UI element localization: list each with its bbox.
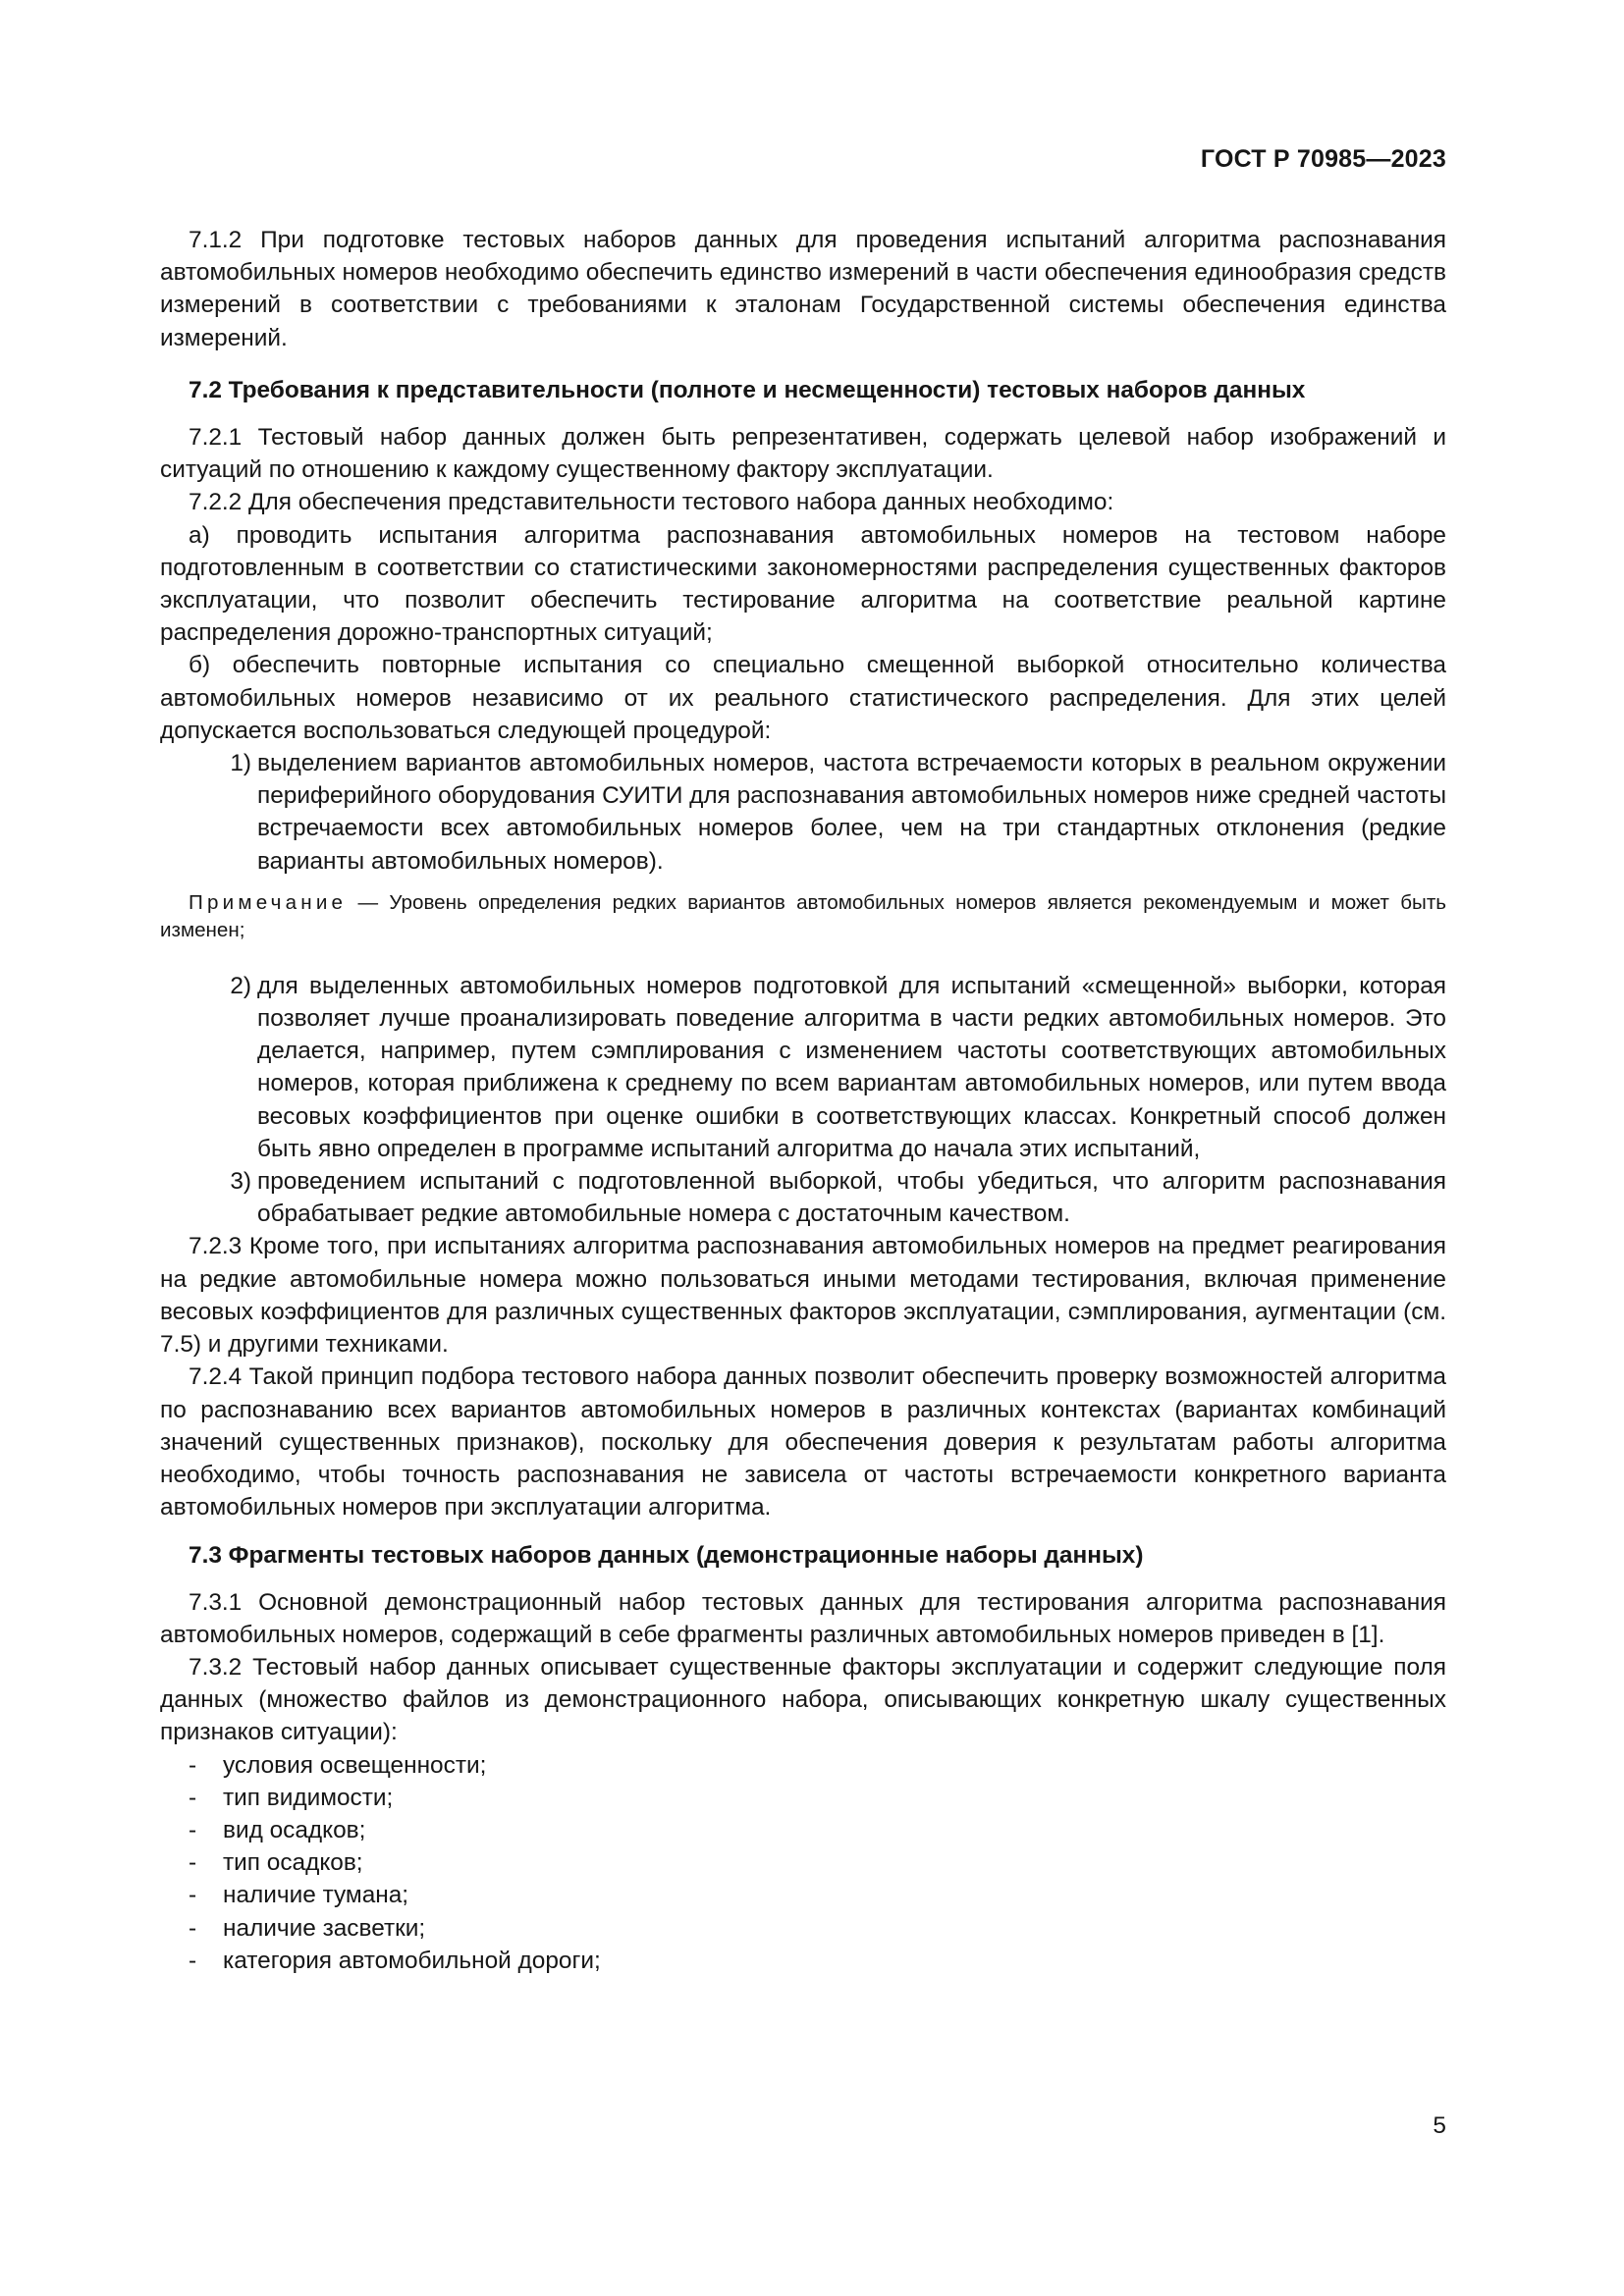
list-item: - вид осадков; — [160, 1814, 1446, 1846]
dash-marker: - — [189, 1914, 197, 1942]
item-text: для выделенных автомобильных номеров подготовкой для испытаний «смещенной» выборки, которая позволяет лучше проанализировать поведение алгоритма в части редких автомобильных номеров. Это делается, например, путем сэмплирования с изменением частоты соответствующих автомобильных номеров, которая приближена к среднему по всем вариантам автомобильных номеров, или путем ввода весовых коэффициентов при оценке ошибки в соответствующих классах. Конкретный способ должен быть явно определен в программе испытаний алгоритма до начала этих испытаний, — [257, 972, 1446, 1162]
paragraph-7-1-2: 7.1.2 При подготовке тестовых наборов данных для проведения испытаний алгоритма распознавания автомобильных номеров необходимо обеспечить единство измерений в части обеспечения единообразия средств измерений в соответствии с требованиями к эталонам Государственной системы обеспечения единства измерений. — [160, 227, 1446, 351]
item-text: проведением испытаний с подготовленной выборкой, чтобы убедиться, что алгоритм распознавания обрабатывает редкие автомобильные номера с достаточным качеством. — [257, 1168, 1446, 1228]
dash-marker: - — [189, 1816, 197, 1843]
document-code-header: ГОСТ Р 70985—2023 — [1200, 145, 1446, 173]
item-number: 3) — [230, 1168, 251, 1196]
paragraph-7-3-1: 7.3.1 Основной демонстрационный набор тестовых данных для тестирования алгоритма распознавания автомобильных номеров, содержащий в себе фрагменты различных автомобильных номеров приведен в [1]. — [160, 1588, 1446, 1648]
paragraph-item-b: б) обеспечить повторные испытания со специально смещенной выборкой относительно количества автомобильных номеров независимо от их реального статистического распределения. Для этих целей допускается воспользоваться следующей процедурой: — [160, 652, 1446, 744]
list-item: - условия освещенности; — [160, 1749, 1446, 1782]
dash-marker: - — [189, 1849, 197, 1877]
list-item: - тип видимости; — [160, 1782, 1446, 1814]
page-number: 5 — [1433, 2112, 1446, 2139]
item-text: выделением вариантов автомобильных номеров, частота встречаемости которых в реальном окружении периферийного оборудования СУИТИ для распознавания автомобильных номеров ниже средней частоты встречаемости всех автомобильных номеров более, чем на три стандартных отклонения (редкие варианты автомобильных номеров). — [257, 750, 1446, 875]
paragraph-item-a: а) проводить испытания алгоритма распознавания автомобильных номеров на тестовом наборе подготовленным в соответствии со статистическими закономерностями распределения существенных факторов эксплуатации, что позволит обеспечить тестирование алгоритма на соответствие реальной картине распределения дорожно-транспортных ситуаций; — [160, 521, 1446, 647]
dash-marker: - — [189, 1751, 197, 1779]
dash-marker: - — [189, 1784, 197, 1811]
list-item: - категория автомобильной дороги; — [160, 1945, 1446, 1977]
document-page — [160, 0, 1446, 2296]
paragraph-7-2-1: 7.2.1 Тестовый набор данных должен быть репрезентативен, содержать целевой набор изображений и ситуаций по отношению к каждому существенному фактору эксплуатации. — [160, 424, 1446, 484]
item-number: 1) — [230, 750, 251, 777]
list-item: - наличие тумана; — [160, 1879, 1446, 1911]
dash-marker: - — [189, 1882, 197, 1909]
dash-marker: - — [189, 1947, 197, 1974]
numbered-item-2 — [160, 970, 1446, 1165]
note — [160, 889, 1446, 944]
note-text: — Уровень определения редких вариантов автомобильных номеров является рекомендуемым и может быть изменен; — [160, 890, 1446, 941]
list-item: - тип осадков; — [160, 1846, 1446, 1879]
numbered-item-3 — [160, 1165, 1446, 1230]
section-heading-7-2: 7.2 Требования к представительности (полноте и несмещенности) тестовых наборов данных — [189, 376, 1306, 403]
paragraph-7-3-2: 7.3.2 Тестовый набор данных описывает существенные факторы эксплуатации и содержит следующие поля данных (множество файлов из демонстрационного набора, описывающих конкретную шкалу существенных признаков ситуации): — [160, 1653, 1446, 1746]
paragraph-7-2-3: 7.2.3 Кроме того, при испытаниях алгоритма распознавания автомобильных номеров на предмет реагирования на редкие автомобильные номера можно пользоваться иными методами тестирования, включая применение весовых коэффициентов для различных существенных факторов эксплуатации, сэмплирования, аугментации (см. 7.5) и другими техниками. — [160, 1233, 1446, 1359]
note-label: Примечание — [189, 890, 348, 914]
item-number: 2) — [230, 972, 251, 999]
paragraph-7-2-4: 7.2.4 Такой принцип подбора тестового набора данных позволит обеспечить проверку возможностей алгоритма по распознаванию всех вариантов автомобильных номеров в различных контекстах (вариантах комбинаций значений существенных признаков), поскольку для обеспечения доверия к результатам работы алгоритма необходимо, чтобы точность распознавания не зависела от частоты встречаемости конкретного варианта автомобильных номеров при эксплуатации алгоритма. — [160, 1363, 1446, 1522]
list-item: - наличие засветки; — [160, 1912, 1446, 1945]
section-heading-7-3: 7.3 Фрагменты тестовых наборов данных (демонстрационные наборы данных) — [189, 1542, 1144, 1570]
document-body — [160, 224, 1446, 1977]
numbered-item-1 — [160, 747, 1446, 878]
paragraph-7-2-2: 7.2.2 Для обеспечения представительности тестового набора данных необходимо: — [189, 489, 1114, 516]
factor-list — [160, 1749, 1446, 1977]
